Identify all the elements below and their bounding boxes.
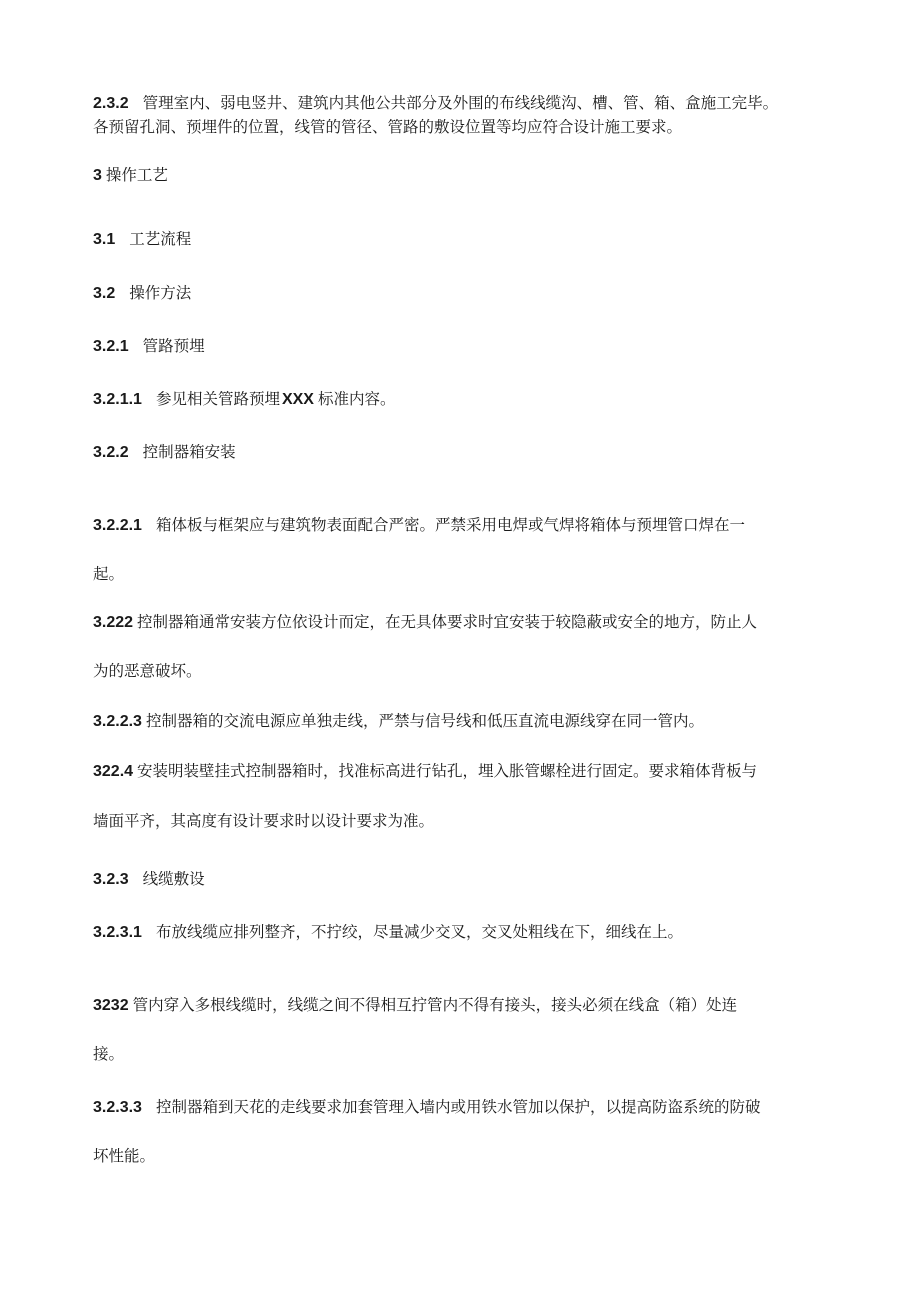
section-3-2-2-heading: [93, 441, 236, 464]
clause-text: 为的恶意破坏。: [93, 662, 202, 680]
clause-text-post: 标准内容。: [317, 390, 396, 408]
clause-text: 接。: [93, 1045, 125, 1063]
section-number: 3.2.3: [93, 871, 129, 888]
clause-3-2-2-4-line-2: [93, 810, 434, 832]
clause-3-2-2-3: [93, 710, 704, 733]
section-number: 3: [93, 167, 102, 184]
clause-number: 3.2.3.3: [93, 1099, 142, 1116]
clause-3-2-2-1-line-2: [93, 563, 124, 585]
clause-text: 安装明装壁挂式控制器箱时，找准标高进行钻孔，埋入胀管螺栓进行固定。要求箱体背板与: [137, 762, 758, 780]
clause-text: 控制器箱的交流电源应单独走线，严禁与信号线和低压直流电源线穿在同一管内。: [145, 712, 704, 730]
clause-number: 3.2.2.3: [93, 713, 142, 730]
clause-number: 2.3.2: [93, 95, 129, 112]
section-title: 操作方法: [129, 284, 192, 302]
clause-3-2-2-2-line-1: [93, 611, 757, 634]
clause-number: 322.4: [93, 763, 134, 780]
clause-3-2-2-1-line-1: [93, 514, 745, 537]
clause-3-2-3-3-line-1: [93, 1096, 760, 1119]
clause-3-2-1-1: [93, 388, 395, 411]
clause-number: 3.2.2.1: [93, 517, 142, 534]
section-3-1-heading: [93, 228, 191, 251]
clause-text: 墙面平齐，其高度有设计要求时以设计要求为准。: [93, 812, 435, 830]
clause-text: 管内穿入多根线缆时，线缆之间不得相互拧管内不得有接头，接头必须在线盒（箱）处连: [132, 996, 738, 1014]
clause-2-3-2-line-2: [93, 116, 682, 138]
clause-text: 各预留孔洞、预埋件的位置，线管的管径、管路的敷设位置等均应符合设计施工要求。: [93, 118, 683, 136]
clause-number: 3232: [93, 997, 129, 1014]
clause-number: 3.2.3.1: [93, 924, 142, 941]
clause-3-2-2-2-line-2: [93, 660, 202, 682]
section-title: 控制器箱安装: [142, 443, 236, 461]
section-number: 3.2.1: [93, 338, 129, 355]
section-3-2-3-heading: [93, 868, 205, 891]
clause-3-2-3-2-line-1: [93, 994, 737, 1017]
section-title: 操作工艺: [105, 166, 168, 184]
section-number: 3.2: [93, 285, 116, 302]
clause-text: 布放线缆应排列整齐，不拧绞，尽量减少交叉，交叉处粗线在下，细线在上。: [155, 923, 683, 941]
section-number: 3.2.2: [93, 444, 129, 461]
clause-text: 控制器箱通常安装方位依设计而定，在无具体要求时宜安装于较隐蔽或安全的地方，防止人: [137, 613, 758, 631]
clause-text: 控制器箱到天花的走线要求加套管理入墙内或用铁水管加以保护，以提高防盗系统的防破: [155, 1098, 761, 1116]
clause-3-2-3-3-line-2: [93, 1145, 155, 1167]
clause-3-2-2-4-line-1: [93, 760, 757, 783]
clause-number: 3.2.1.1: [93, 391, 142, 408]
section-3-2-heading: [93, 282, 191, 305]
section-title: 线缆敷设: [142, 870, 205, 888]
section-3-2-1-heading: [93, 335, 205, 358]
section-3-heading: [93, 164, 168, 187]
clause-text: 起。: [93, 565, 125, 583]
section-title: 工艺流程: [129, 230, 192, 248]
clause-text: 管理室内、弱电竖井、建筑内其他公共部分及外围的布线线缆沟、槽、管、箱、盒施工完毕。: [142, 94, 779, 112]
section-title: 管路预埋: [142, 337, 205, 355]
section-number: 3.1: [93, 231, 116, 248]
clause-3-2-3-2-line-2: [93, 1043, 124, 1065]
clause-number: 3.222: [93, 614, 134, 631]
clause-text: 箱体板与框架应与建筑物表面配合严密。严禁采用电焊或气焊将箱体与预埋管口焊在一: [155, 516, 745, 534]
clause-text: 坏性能。: [93, 1147, 156, 1165]
clause-3-2-3-1: [93, 921, 683, 944]
clause-2-3-2-line-1: [93, 92, 778, 115]
clause-text-code: XXX: [281, 391, 314, 408]
clause-text-pre: 参见相关管路预埋: [155, 390, 280, 408]
